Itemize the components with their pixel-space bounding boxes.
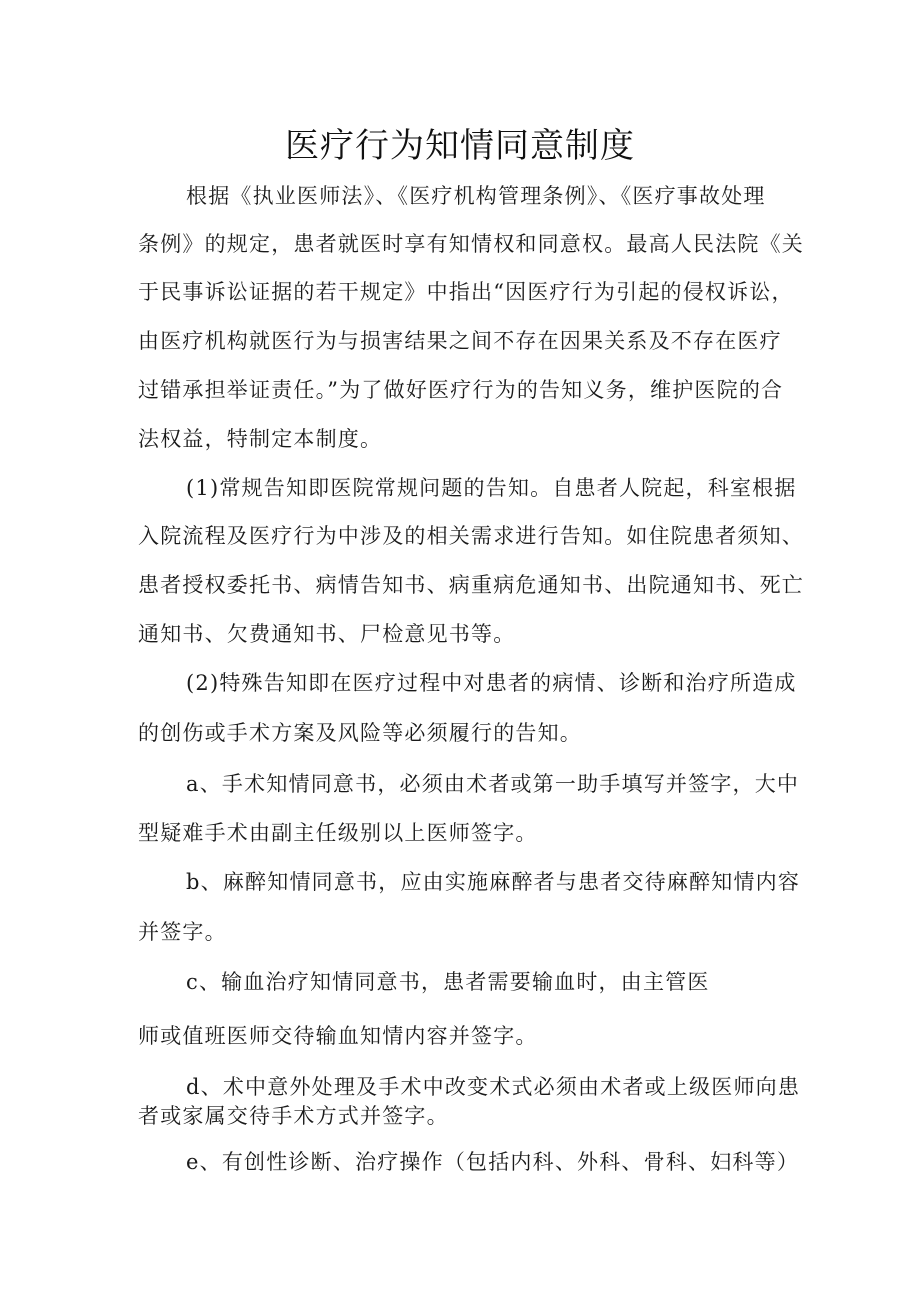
text-line: 者或家属交待手术方式并签字。	[138, 1104, 449, 1128]
text-line: 型疑难手术由副主任级别以上医师签字。	[138, 821, 538, 845]
document-title: 医疗行为知情同意制度	[285, 126, 635, 166]
text-line: 通知书、欠费通知书、尸检意见书等。	[138, 622, 516, 646]
text-line: (1)常规告知即医院常规问题的告知。自患者人院起，科室根据	[186, 476, 797, 500]
text-line: b、麻醉知情同意书，应由实施麻醉者与患者交待麻醉知情内容	[186, 870, 801, 894]
text-line: (2)特殊告知即在医疗过程中对患者的病情、诊断和治疗所造成	[186, 671, 797, 695]
text-line: e、有创性诊断、治疗操作（包括内科、外科、骨科、妇科等）	[186, 1150, 800, 1174]
text-line: c、输血治疗知情同意书，患者需要输血时，由主管医	[186, 970, 710, 994]
text-line: d、术中意外处理及手术中改变术式必须由术者或上级医师向患	[186, 1075, 801, 1099]
text-line: 由医疗机构就医行为与损害结果之间不存在因果关系及不存在医疗	[138, 329, 782, 353]
text-line: a、手术知情同意书，必须由术者或第一助手填写并签字，大中	[186, 772, 800, 796]
text-line: 患者授权委托书、病情告知书、病重病危通知书、出院通知书、死亡	[138, 573, 804, 597]
text-line: 过错承担举证责任。”为了做好医疗行为的告知义务，维护医院的合	[138, 378, 784, 402]
text-line: 入院流程及医疗行为中涉及的相关需求进行告知。如住院患者须知、	[138, 524, 804, 548]
text-line: 的创伤或手术方案及风险等必须履行的告知。	[138, 721, 582, 745]
text-line: 并签字。	[138, 920, 227, 944]
text-line: 于民事诉讼证据的若干规定》中指出“因医疗行为引起的侵权诉讼，	[138, 280, 794, 304]
text-line: 师或值班医师交待输血知情内容并签字。	[138, 1024, 538, 1048]
text-line: 根据《执业医师法》、《医疗机构管理条例》、《医疗事故处理	[186, 184, 766, 208]
text-line: 法权益，特制定本制度。	[138, 427, 383, 451]
text-line: 条例》的规定，患者就医时享有知情权和同意权。最高人民法院《关	[138, 232, 804, 256]
